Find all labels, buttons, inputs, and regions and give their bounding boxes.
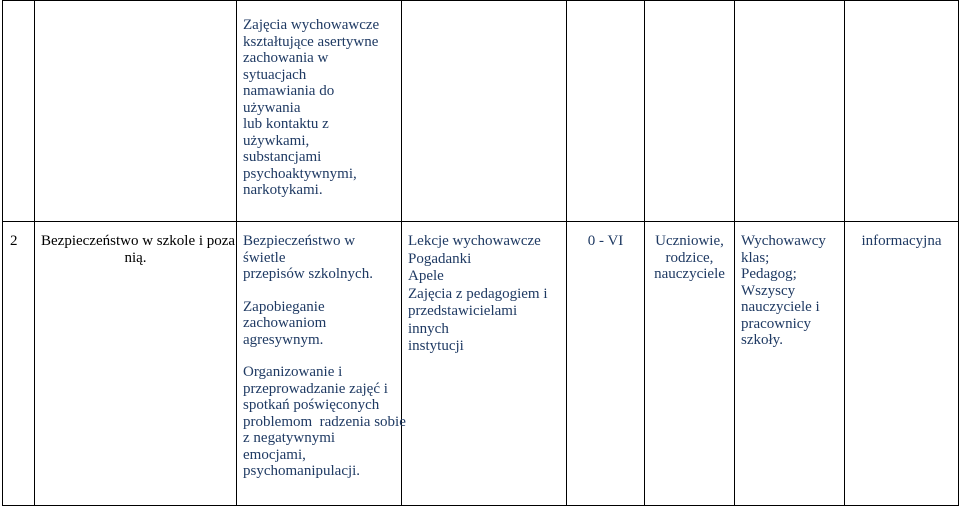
- task-line: Zapobieganie: [243, 298, 325, 315]
- task-line: Organizowanie i: [243, 364, 343, 380]
- area-cell: [35, 222, 237, 506]
- task-line: Bezpieczeństwo w świetle: [243, 233, 356, 266]
- activity-cell: [237, 222, 406, 506]
- area-line: nią.: [124, 249, 147, 266]
- forms-text: [402, 222, 566, 356]
- form-line: Apele: [408, 268, 444, 284]
- number-cell: [3, 1, 35, 222]
- task-line: spotkań poświęconych: [243, 397, 380, 413]
- activity-cell: [237, 1, 402, 222]
- participants-cell: [645, 1, 735, 222]
- responsible-line: Wszyscy: [741, 282, 796, 299]
- participant-line: Uczniowie,: [655, 233, 724, 249]
- activity-line: namawiania do używania: [243, 83, 335, 116]
- area-cell: [35, 1, 237, 222]
- participants-text: [645, 222, 734, 283]
- responsible-line: Wychowawcy: [741, 233, 826, 249]
- responsible-line: szkoły.: [741, 332, 783, 348]
- form-line: Pogadanki: [408, 250, 472, 267]
- task-line: z negatywnymi emocjami,: [243, 430, 336, 463]
- task-line: zachowaniom: [243, 315, 327, 331]
- form-line: Lekcje wychowawcze: [408, 233, 541, 249]
- participant-line: nauczyciele: [654, 266, 725, 282]
- participant-line: rodzice,: [665, 249, 714, 266]
- classes-cell: [567, 1, 645, 222]
- activity-line: psychoaktywnymi,: [243, 165, 357, 182]
- classes-text: 0 - VI: [587, 233, 624, 249]
- area-line: Bezpieczeństwo w szkole i poza: [41, 233, 236, 249]
- responsible-line: pracownicy: [741, 315, 811, 332]
- activity-line: zachowania w sytuacjach: [243, 50, 329, 83]
- type-cell: [845, 1, 959, 222]
- activity-line: kształtujące asertywne: [243, 33, 379, 50]
- activity-line: lub kontaktu z używkami,: [243, 116, 329, 149]
- responsible-cell: [735, 222, 845, 506]
- task-line: agresywnym.: [243, 331, 324, 348]
- responsible-line: klas;: [741, 249, 770, 266]
- activity-text: [237, 1, 401, 199]
- type-cell: [845, 222, 959, 506]
- row-number: 2: [10, 233, 18, 249]
- responsible-text: [735, 222, 844, 349]
- area-text: [35, 222, 236, 266]
- activity-line: Zajęcia wychowawcze: [243, 17, 380, 33]
- number-cell: [3, 222, 35, 506]
- form-line: instytucji: [408, 338, 464, 354]
- responsible-line: nauczyciele i: [741, 299, 820, 315]
- form-line: Zajęcia z pedagogiem i: [408, 285, 548, 302]
- activity-line: narkotykami.: [243, 182, 323, 198]
- forms-cell: [402, 1, 567, 222]
- task-line: przepisów szkolnych.: [243, 266, 373, 282]
- classes-cell: [567, 222, 645, 506]
- form-line: przedstawicielami innych: [408, 303, 518, 337]
- task-line: przeprowadzanie zajęć i: [243, 380, 388, 397]
- responsible-cell: [735, 1, 845, 222]
- participants-cell: [645, 222, 735, 506]
- activity-line: substancjami: [243, 149, 322, 165]
- forms-cell: [402, 222, 567, 506]
- task-line: psychomanipulacji.: [243, 463, 361, 479]
- educational-plan-table: [2, 0, 959, 506]
- responsible-line: Pedagog;: [741, 266, 797, 282]
- task-line: problemom radzenia sobie: [243, 413, 406, 430]
- table-row: [3, 222, 959, 506]
- type-text: informacyjna: [861, 233, 942, 249]
- tasks-text: [237, 222, 406, 480]
- table-row: [3, 1, 959, 222]
